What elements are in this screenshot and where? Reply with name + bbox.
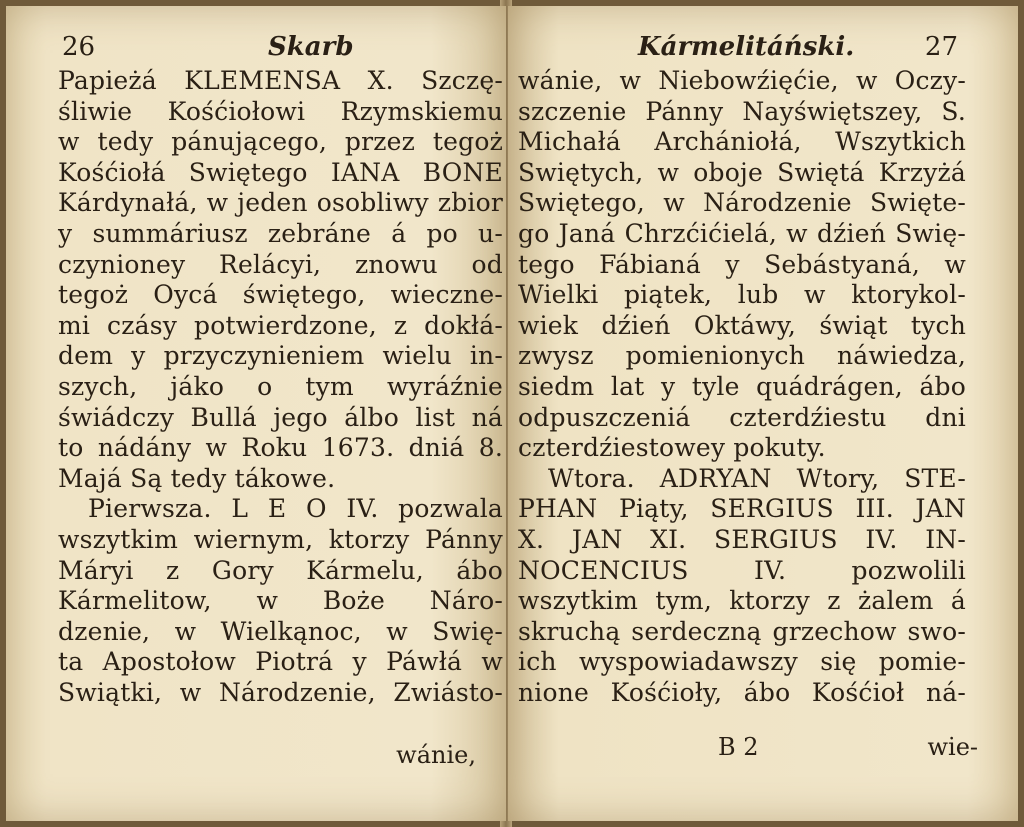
text-line: szych, jáko o tym wyráźnie [58, 371, 503, 401]
text-line: nione Kośćioły, ábo Kośćioł ná- [518, 677, 966, 707]
text-line: mi czásy potwierdzone, z dokłá- [58, 310, 503, 340]
left-page-text [58, 66, 503, 708]
text-line: Swiętego, w Národzenie Swięte- [518, 188, 966, 218]
text-line: ich wyspowiadawszy się pomie- [518, 647, 966, 677]
text-line: Papieżá KLEMENSA X. Szczę- [58, 66, 503, 95]
text-line: Majá Są tedy tákowe. [58, 463, 336, 493]
running-head: Kármelitáński. [638, 32, 855, 62]
page-number: 27 [924, 32, 958, 62]
text-line: to nádány w Roku 1673. dniá 8. [58, 433, 503, 463]
text-line: czterdźiestowey pokuty. [518, 433, 826, 463]
text-line: Máryi z Gory Kármelu, ábo [58, 555, 503, 585]
text-line: dzenie, w Wielkąnoc, w Swię- [58, 616, 503, 646]
left-page [6, 6, 506, 821]
text-line: świádczy Bullá jego álbo list ná [58, 402, 503, 432]
signature-mark: B 2 [718, 733, 759, 761]
text-line: w tedy pánującego, przez tegoż [58, 127, 503, 157]
text-line: wszytkim tym, ktorzy z żalem á [518, 586, 966, 616]
catchword: wie- [927, 733, 978, 761]
text-line: wszytkim wiernym, ktorzy Pánny [58, 524, 503, 554]
text-line: y summáriusz zebráne á po u- [58, 218, 503, 248]
text-line: tego Fábianá y Sebástyaná, w [518, 249, 966, 279]
text-line: siedm lat y tyle quádrágen, ábo [518, 371, 966, 401]
text-line: szczenie Pánny Nayświętszey, S. [518, 96, 966, 126]
text-line: wiek dźień Oktáwy, świąt tych [518, 310, 966, 340]
text-line: Wielki piątek, lub w ktorykol- [518, 280, 966, 310]
text-line: Swiętych, w oboje Swiętá Krzyżá [518, 157, 966, 187]
text-line: PHAN Piąty, SERGIUS III. JAN [518, 494, 966, 524]
text-line: Wtora. ADRYAN Wtory, STE- [548, 463, 966, 493]
text-line: Michałá Archániołá, Wszytkich [518, 127, 966, 157]
catchword: wánie, [396, 741, 476, 769]
text-line: czynioney Relácyi, znowu od [58, 249, 503, 279]
text-line: X. JAN XI. SERGIUS IV. IN- [518, 524, 966, 554]
text-line: NOCENCIUS IV. pozwolili [518, 555, 966, 585]
page-number: 26 [62, 32, 96, 62]
text-line: dem y przyczynieniem wielu in- [58, 341, 503, 371]
text-line: go Janá Chrzćićielá, w dźień Swię- [518, 218, 966, 248]
text-line: tegoż Oycá świętego, wieczne- [58, 280, 503, 310]
text-line: Kośćiołá Swiętego IANA BONE [58, 157, 503, 187]
text-line: wánie, w Niebowźięćie, w Oczy- [518, 66, 966, 95]
text-line: ta Apostołow Piotrá y Páwłá w [58, 647, 503, 677]
text-line: Kárdynałá, w jeden osobliwy zbior [58, 188, 503, 218]
text-line: skruchą serdeczną grzechow swo- [518, 616, 966, 646]
text-line: zwysz pomienionych náwiedza, [518, 341, 966, 371]
text-line: odpuszczeniá czterdźiestu dni [518, 402, 966, 432]
text-line: śliwie Kośćiołowi Rzymskiemu [58, 96, 503, 126]
right-page-text [518, 66, 966, 708]
running-head: Skarb [268, 32, 354, 62]
text-line: Swiątki, w Národzenie, Zwiásto- [58, 677, 503, 707]
text-line: Kármelitow, w Boże Náro- [58, 586, 503, 616]
right-page [508, 6, 1018, 821]
text-line: Pierwsza. L E O IV. pozwala [88, 494, 503, 524]
